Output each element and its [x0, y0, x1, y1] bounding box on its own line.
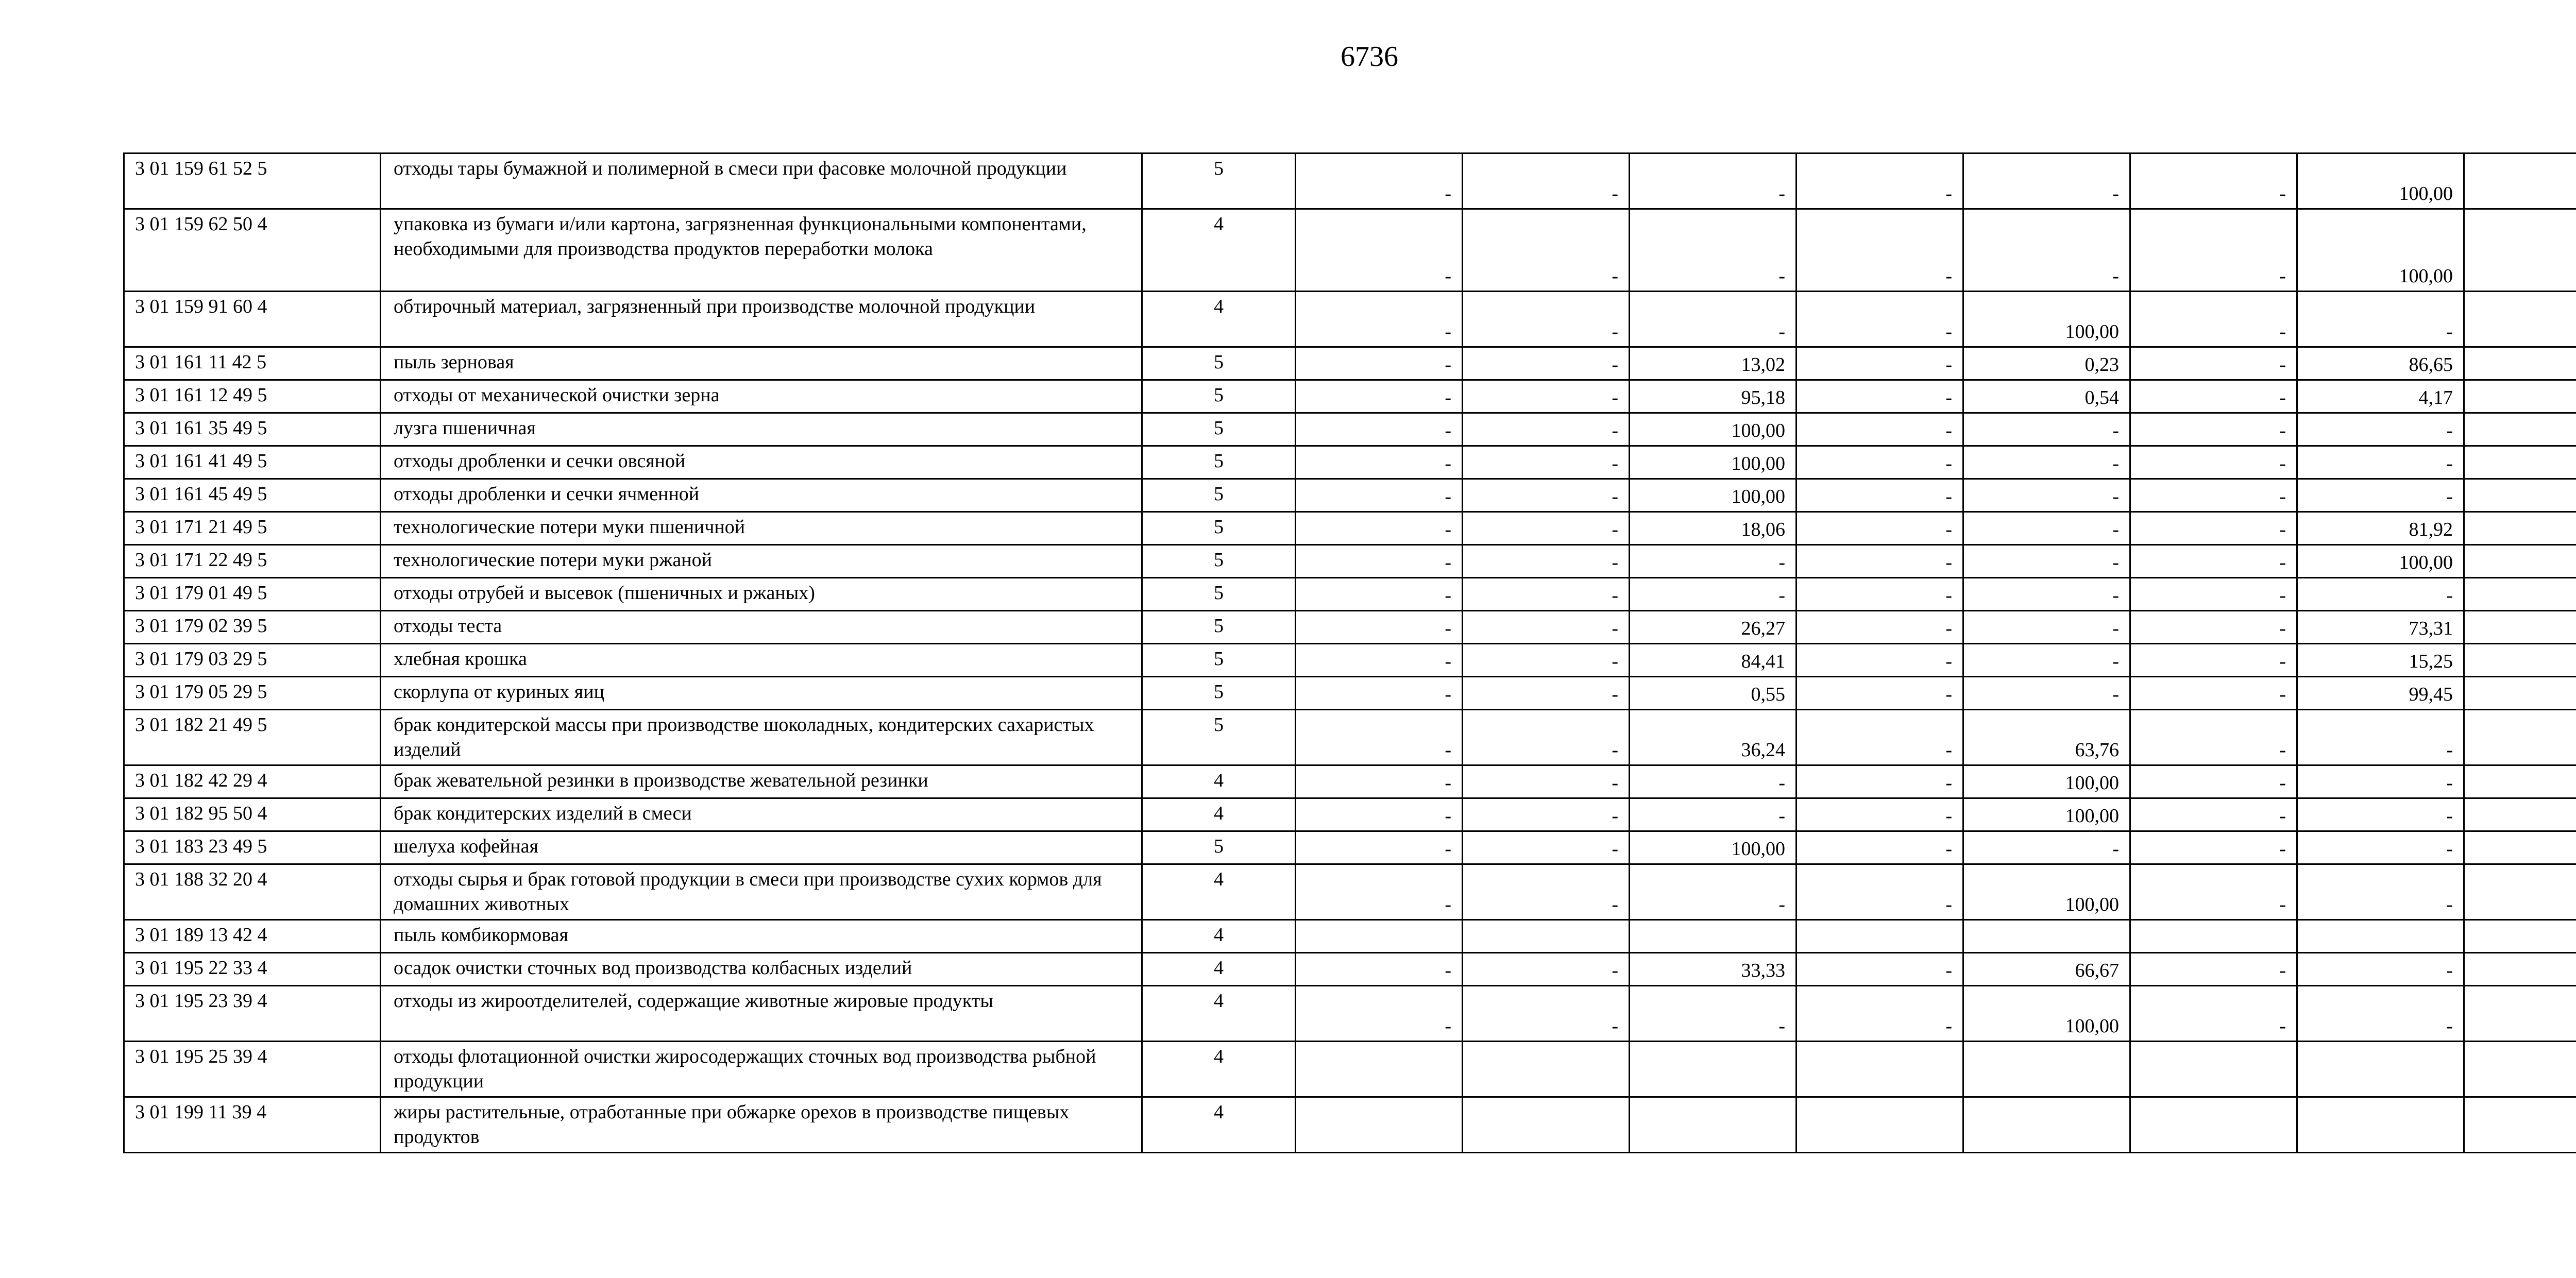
share-value-cell: - [2130, 831, 2297, 864]
share-value-cell: - [1463, 677, 1630, 710]
share-value-cell: - [1963, 578, 2130, 611]
share-value-cell [1797, 920, 1963, 953]
share-value-cell: - [2130, 765, 2297, 798]
share-value-cell: - [1797, 953, 1963, 986]
share-value-cell: 100,00 [1630, 446, 1797, 479]
table-row [124, 677, 2576, 710]
share-value-cell: - [1463, 611, 1630, 644]
share-value-cell: - [1463, 644, 1630, 677]
waste-code-cell: 3 01 195 23 39 4 [124, 986, 381, 1042]
share-value-cell: - [1463, 380, 1630, 413]
share-value-cell: - [2130, 380, 2297, 413]
hazard-class-cell: 5 [1142, 644, 1296, 677]
share-value-cell: - [2297, 446, 2464, 479]
waste-code-cell: 3 01 188 32 20 4 [124, 864, 381, 920]
share-value-cell: 66,67 [1963, 953, 2130, 986]
waste-name-cell: отходы тары бумажной и полимерной в смеси при фасовке молочной продукции [381, 154, 1142, 209]
share-value-cell: 26,27 [1630, 611, 1797, 644]
hazard-class-cell: 4 [1142, 986, 1296, 1042]
share-value-cell: - [1296, 479, 1463, 512]
share-value-cell: - [1630, 154, 1797, 209]
share-value-cell: - [1797, 798, 1963, 831]
share-value-cell: - [1463, 545, 1630, 578]
share-value-cell: - [1797, 545, 1963, 578]
hazard-class-cell: 5 [1142, 611, 1296, 644]
share-value-cell: - [1963, 545, 2130, 578]
share-value-cell [2464, 578, 2576, 611]
table-row [124, 292, 2576, 347]
table-row [124, 765, 2576, 798]
share-value-cell [2130, 1042, 2297, 1097]
share-value-cell: - [2297, 986, 2464, 1042]
waste-code-cell: 3 01 199 11 39 4 [124, 1097, 381, 1153]
waste-code-cell: 3 01 179 02 39 5 [124, 611, 381, 644]
hazard-class-cell: 5 [1142, 154, 1296, 209]
share-value-cell: 100,00 [1963, 864, 2130, 920]
share-value-cell: - [1797, 831, 1963, 864]
share-value-cell: - [1630, 765, 1797, 798]
share-value-cell: - [1463, 413, 1630, 446]
waste-code-cell: 3 01 159 91 60 4 [124, 292, 381, 347]
share-value-cell: - [2297, 831, 2464, 864]
share-value-cell: 86,65 [2297, 347, 2464, 380]
share-value-cell: - [2297, 413, 2464, 446]
share-value-cell [2464, 920, 2576, 953]
share-value-cell: - [1463, 479, 1630, 512]
share-value-cell: - [2130, 986, 2297, 1042]
waste-name-cell: брак кондитерской массы при производстве шоколадных, кондитерских сахаристых изделий [381, 710, 1142, 765]
table-row [124, 578, 2576, 611]
share-value-cell [2464, 611, 2576, 644]
waste-code-cell: 3 01 182 95 50 4 [124, 798, 381, 831]
share-value-cell: - [1797, 292, 1963, 347]
share-value-cell: - [2297, 864, 2464, 920]
table-row [124, 920, 2576, 953]
share-value-cell [2464, 831, 2576, 864]
share-value-cell [2464, 380, 2576, 413]
share-value-cell [1463, 1042, 1630, 1097]
waste-name-cell: отходы теста [381, 611, 1142, 644]
share-value-cell [1963, 920, 2130, 953]
share-value-cell: - [1296, 864, 1463, 920]
share-value-cell: - [1296, 413, 1463, 446]
waste-name-cell: шелуха кофейная [381, 831, 1142, 864]
share-value-cell: - [1797, 986, 1963, 1042]
share-value-cell: - [2130, 209, 2297, 292]
table-row [124, 798, 2576, 831]
waste-code-cell: 3 01 179 05 29 5 [124, 677, 381, 710]
share-value-cell [1296, 1097, 1463, 1153]
share-value-cell [2464, 1042, 2576, 1097]
share-value-cell: - [1296, 209, 1463, 292]
share-value-cell: 0,54 [1963, 380, 2130, 413]
waste-name-cell: технологические потери муки пшеничной [381, 512, 1142, 545]
share-value-cell: - [2130, 154, 2297, 209]
share-value-cell: - [1463, 292, 1630, 347]
share-value-cell: 36,24 [1630, 710, 1797, 765]
share-value-cell: 18,06 [1630, 512, 1797, 545]
waste-code-cell: 3 01 171 21 49 5 [124, 512, 381, 545]
share-value-cell [2464, 864, 2576, 920]
waste-name-cell: пыль зерновая [381, 347, 1142, 380]
waste-code-cell: 3 01 183 23 49 5 [124, 831, 381, 864]
share-value-cell: - [2297, 578, 2464, 611]
waste-name-cell: лузга пшеничная [381, 413, 1142, 446]
share-value-cell: - [1963, 512, 2130, 545]
waste-name-cell: отходы дробленки и сечки овсяной [381, 446, 1142, 479]
hazard-class-cell: 4 [1142, 1097, 1296, 1153]
waste-code-cell: 3 01 182 42 29 4 [124, 765, 381, 798]
share-value-cell: - [1630, 986, 1797, 1042]
waste-code-cell: 3 01 161 11 42 5 [124, 347, 381, 380]
share-value-cell: - [1463, 798, 1630, 831]
share-value-cell [2464, 953, 2576, 986]
share-value-cell: - [2297, 479, 2464, 512]
table-row [124, 1042, 2576, 1097]
share-value-cell: - [1630, 864, 1797, 920]
waste-code-cell: 3 01 182 21 49 5 [124, 710, 381, 765]
share-value-cell: - [1797, 446, 1963, 479]
share-value-cell [2464, 347, 2576, 380]
waste-code-cell: 3 01 179 01 49 5 [124, 578, 381, 611]
waste-code-cell: 3 01 179 03 29 5 [124, 644, 381, 677]
share-value-cell [2464, 209, 2576, 292]
share-value-cell [2464, 1097, 2576, 1153]
table-row [124, 446, 2576, 479]
table-row [124, 831, 2576, 864]
table-row [124, 512, 2576, 545]
share-value-cell: - [1463, 765, 1630, 798]
share-value-cell [1296, 1042, 1463, 1097]
share-value-cell: - [1963, 446, 2130, 479]
share-value-cell: - [1797, 677, 1963, 710]
waste-code-cell: 3 01 189 13 42 4 [124, 920, 381, 953]
hazard-class-cell: 5 [1142, 347, 1296, 380]
share-value-cell: 0,23 [1963, 347, 2130, 380]
hazard-class-cell: 5 [1142, 479, 1296, 512]
share-value-cell: - [2130, 798, 2297, 831]
share-value-cell: - [2130, 413, 2297, 446]
share-value-cell: - [1296, 545, 1463, 578]
share-value-cell [1630, 1097, 1797, 1153]
share-value-cell: - [1797, 479, 1963, 512]
share-value-cell [2464, 154, 2576, 209]
waste-name-cell: брак кондитерских изделий в смеси [381, 798, 1142, 831]
share-value-cell: - [2297, 953, 2464, 986]
waste-name-cell: отходы сырья и брак готовой продукции в смеси при производстве сухих кормов для домашних животных [381, 864, 1142, 920]
share-value-cell: - [1296, 953, 1463, 986]
hazard-class-cell: 5 [1142, 446, 1296, 479]
share-value-cell: 100,00 [1963, 986, 2130, 1042]
share-value-cell: - [1963, 677, 2130, 710]
hazard-class-cell: 5 [1142, 710, 1296, 765]
share-value-cell: - [2130, 644, 2297, 677]
share-value-cell [2464, 292, 2576, 347]
share-value-cell: 81,92 [2297, 512, 2464, 545]
share-value-cell: - [1296, 154, 1463, 209]
share-value-cell: - [2130, 953, 2297, 986]
share-value-cell: 99,45 [2297, 677, 2464, 710]
waste-table [123, 152, 2576, 1153]
table-row [124, 644, 2576, 677]
share-value-cell [2464, 986, 2576, 1042]
share-value-cell: - [1797, 578, 1963, 611]
share-value-cell: - [1296, 292, 1463, 347]
share-value-cell: - [1463, 710, 1630, 765]
share-value-cell: - [1797, 765, 1963, 798]
share-value-cell [1463, 1097, 1630, 1153]
waste-code-cell: 3 01 195 22 33 4 [124, 953, 381, 986]
hazard-class-cell: 5 [1142, 677, 1296, 710]
waste-code-cell: 3 01 161 45 49 5 [124, 479, 381, 512]
hazard-class-cell: 4 [1142, 1042, 1296, 1097]
share-value-cell [2464, 512, 2576, 545]
share-value-cell: 13,02 [1630, 347, 1797, 380]
share-value-cell [2464, 798, 2576, 831]
waste-name-cell: отходы дробленки и сечки ячменной [381, 479, 1142, 512]
share-value-cell: - [1630, 798, 1797, 831]
share-value-cell: - [2130, 611, 2297, 644]
table-row [124, 986, 2576, 1042]
hazard-class-cell: 4 [1142, 798, 1296, 831]
waste-name-cell: брак жевательной резинки в производстве жевательной резинки [381, 765, 1142, 798]
waste-name-cell: технологические потери муки ржаной [381, 545, 1142, 578]
share-value-cell [1797, 1042, 1963, 1097]
waste-name-cell: обтирочный материал, загрязненный при производстве молочной продукции [381, 292, 1142, 347]
share-value-cell [1963, 1097, 2130, 1153]
table-row [124, 611, 2576, 644]
share-value-cell: - [1296, 710, 1463, 765]
share-value-cell: - [1463, 512, 1630, 545]
share-value-cell [2130, 920, 2297, 953]
share-value-cell: - [1797, 154, 1963, 209]
share-value-cell: 4,17 [2297, 380, 2464, 413]
waste-name-cell: скорлупа от куриных яиц [381, 677, 1142, 710]
share-value-cell: - [2130, 864, 2297, 920]
share-value-cell [2464, 545, 2576, 578]
table-row [124, 413, 2576, 446]
hazard-class-cell: 4 [1142, 953, 1296, 986]
share-value-cell: - [1296, 798, 1463, 831]
table-row [124, 347, 2576, 380]
hazard-class-cell: 5 [1142, 831, 1296, 864]
share-value-cell: - [2130, 677, 2297, 710]
share-value-cell: - [2297, 765, 2464, 798]
share-value-cell: - [1296, 380, 1463, 413]
share-value-cell: 100,00 [2297, 209, 2464, 292]
hazard-class-cell: 4 [1142, 292, 1296, 347]
hazard-class-cell: 4 [1142, 765, 1296, 798]
hazard-class-cell: 4 [1142, 920, 1296, 953]
table-row [124, 545, 2576, 578]
share-value-cell: - [2297, 798, 2464, 831]
share-value-cell: - [1296, 611, 1463, 644]
waste-name-cell: отходы из жироотделителей, содержащие животные жировые продукты [381, 986, 1142, 1042]
waste-code-cell: 3 01 161 12 49 5 [124, 380, 381, 413]
share-value-cell: - [2130, 479, 2297, 512]
share-value-cell: - [1463, 446, 1630, 479]
share-value-cell [1963, 1042, 2130, 1097]
share-value-cell: - [1797, 611, 1963, 644]
share-value-cell: - [1296, 347, 1463, 380]
share-value-cell: - [2130, 347, 2297, 380]
share-value-cell: - [1630, 578, 1797, 611]
share-value-cell: - [1463, 209, 1630, 292]
waste-name-cell: пыль комбикормовая [381, 920, 1142, 953]
share-value-cell: - [1797, 644, 1963, 677]
table-row [124, 209, 2576, 292]
share-value-cell: 100,00 [1630, 479, 1797, 512]
share-value-cell: - [1463, 864, 1630, 920]
share-value-cell [1463, 920, 1630, 953]
share-value-cell: 100,00 [1963, 765, 2130, 798]
table-body [124, 154, 2576, 1153]
share-value-cell: - [1463, 578, 1630, 611]
share-value-cell: - [1296, 677, 1463, 710]
share-value-cell: 100,00 [1630, 831, 1797, 864]
share-value-cell: - [1963, 644, 2130, 677]
table-row [124, 479, 2576, 512]
waste-code-cell: 3 01 161 35 49 5 [124, 413, 381, 446]
share-value-cell: 73,31 [2297, 611, 2464, 644]
share-value-cell: 100,00 [2297, 545, 2464, 578]
share-value-cell: - [1963, 831, 2130, 864]
waste-name-cell: хлебная крошка [381, 644, 1142, 677]
share-value-cell: - [1963, 611, 2130, 644]
hazard-class-cell: 5 [1142, 578, 1296, 611]
hazard-class-cell: 5 [1142, 545, 1296, 578]
share-value-cell: - [2130, 446, 2297, 479]
hazard-class-cell: 5 [1142, 512, 1296, 545]
table-row [124, 154, 2576, 209]
waste-code-cell: 3 01 161 41 49 5 [124, 446, 381, 479]
share-value-cell: - [1797, 380, 1963, 413]
share-value-cell: - [1963, 209, 2130, 292]
table-row [124, 953, 2576, 986]
share-value-cell [1630, 1042, 1797, 1097]
waste-code-cell: 3 01 159 61 52 5 [124, 154, 381, 209]
share-value-cell: - [1296, 765, 1463, 798]
share-value-cell: 33,33 [1630, 953, 1797, 986]
share-value-cell [2130, 1097, 2297, 1153]
share-value-cell: - [1296, 831, 1463, 864]
share-value-cell: - [1463, 953, 1630, 986]
share-value-cell: - [1630, 209, 1797, 292]
share-value-cell: 84,41 [1630, 644, 1797, 677]
share-value-cell: - [1797, 512, 1963, 545]
share-value-cell: 100,00 [2297, 154, 2464, 209]
share-value-cell [2464, 765, 2576, 798]
share-value-cell: - [1463, 154, 1630, 209]
share-value-cell: - [1963, 413, 2130, 446]
share-value-cell: - [1630, 292, 1797, 347]
share-value-cell: - [2130, 512, 2297, 545]
share-value-cell: 95,18 [1630, 380, 1797, 413]
share-value-cell: - [1296, 986, 1463, 1042]
share-value-cell [2464, 446, 2576, 479]
share-value-cell: 100,00 [1963, 292, 2130, 347]
share-value-cell [2464, 710, 2576, 765]
share-value-cell: - [2130, 710, 2297, 765]
share-value-cell: 100,00 [1630, 413, 1797, 446]
share-value-cell: - [1296, 644, 1463, 677]
share-value-cell [1630, 920, 1797, 953]
share-value-cell: - [1463, 831, 1630, 864]
share-value-cell: - [2130, 292, 2297, 347]
share-value-cell: 100,00 [1963, 798, 2130, 831]
hazard-class-cell: 4 [1142, 864, 1296, 920]
hazard-class-cell: 4 [1142, 209, 1296, 292]
hazard-class-cell: 5 [1142, 380, 1296, 413]
share-value-cell: - [2297, 710, 2464, 765]
share-value-cell [2297, 1097, 2464, 1153]
share-value-cell: - [1296, 578, 1463, 611]
share-value-cell: 15,25 [2297, 644, 2464, 677]
share-value-cell: - [1797, 209, 1963, 292]
share-value-cell: - [1463, 347, 1630, 380]
table-row [124, 864, 2576, 920]
share-value-cell: - [1797, 710, 1963, 765]
share-value-cell: - [1630, 545, 1797, 578]
share-value-cell: - [1797, 413, 1963, 446]
page-number: 6736 [1341, 41, 1398, 73]
waste-code-cell: 3 01 171 22 49 5 [124, 545, 381, 578]
share-value-cell: - [1797, 864, 1963, 920]
waste-name-cell: осадок очистки сточных вод производства колбасных изделий [381, 953, 1142, 986]
share-value-cell: - [1963, 479, 2130, 512]
share-value-cell: - [2297, 292, 2464, 347]
share-value-cell [2464, 677, 2576, 710]
share-value-cell: - [1296, 512, 1463, 545]
table-row [124, 380, 2576, 413]
share-value-cell: 0,55 [1630, 677, 1797, 710]
waste-code-cell: 3 01 159 62 50 4 [124, 209, 381, 292]
share-value-cell: - [1797, 347, 1963, 380]
share-value-cell: - [1296, 446, 1463, 479]
share-value-cell: - [1963, 154, 2130, 209]
waste-code-cell: 3 01 195 25 39 4 [124, 1042, 381, 1097]
waste-name-cell: жиры растительные, отработанные при обжарке орехов в производстве пищевых продуктов [381, 1097, 1142, 1153]
share-value-cell: - [2130, 578, 2297, 611]
share-value-cell [1296, 920, 1463, 953]
share-value-cell [2297, 920, 2464, 953]
share-value-cell [2464, 644, 2576, 677]
share-value-cell: 63,76 [1963, 710, 2130, 765]
waste-name-cell: отходы от механической очистки зерна [381, 380, 1142, 413]
share-value-cell [1797, 1097, 1963, 1153]
share-value-cell [2464, 413, 2576, 446]
table-row [124, 1097, 2576, 1153]
waste-name-cell: упаковка из бумаги и/или картона, загрязненная функциональными компонентами, необходимыми для производства продуктов переработки молока [381, 209, 1142, 292]
waste-name-cell: отходы отрубей и высевок (пшеничных и ржаных) [381, 578, 1142, 611]
waste-name-cell: отходы флотационной очистки жиросодержащих сточных вод производства рыбной продукции [381, 1042, 1142, 1097]
share-value-cell: - [1463, 986, 1630, 1042]
share-value-cell [2297, 1042, 2464, 1097]
share-value-cell [2464, 479, 2576, 512]
hazard-class-cell: 5 [1142, 413, 1296, 446]
table-row [124, 710, 2576, 765]
share-value-cell: - [2130, 545, 2297, 578]
